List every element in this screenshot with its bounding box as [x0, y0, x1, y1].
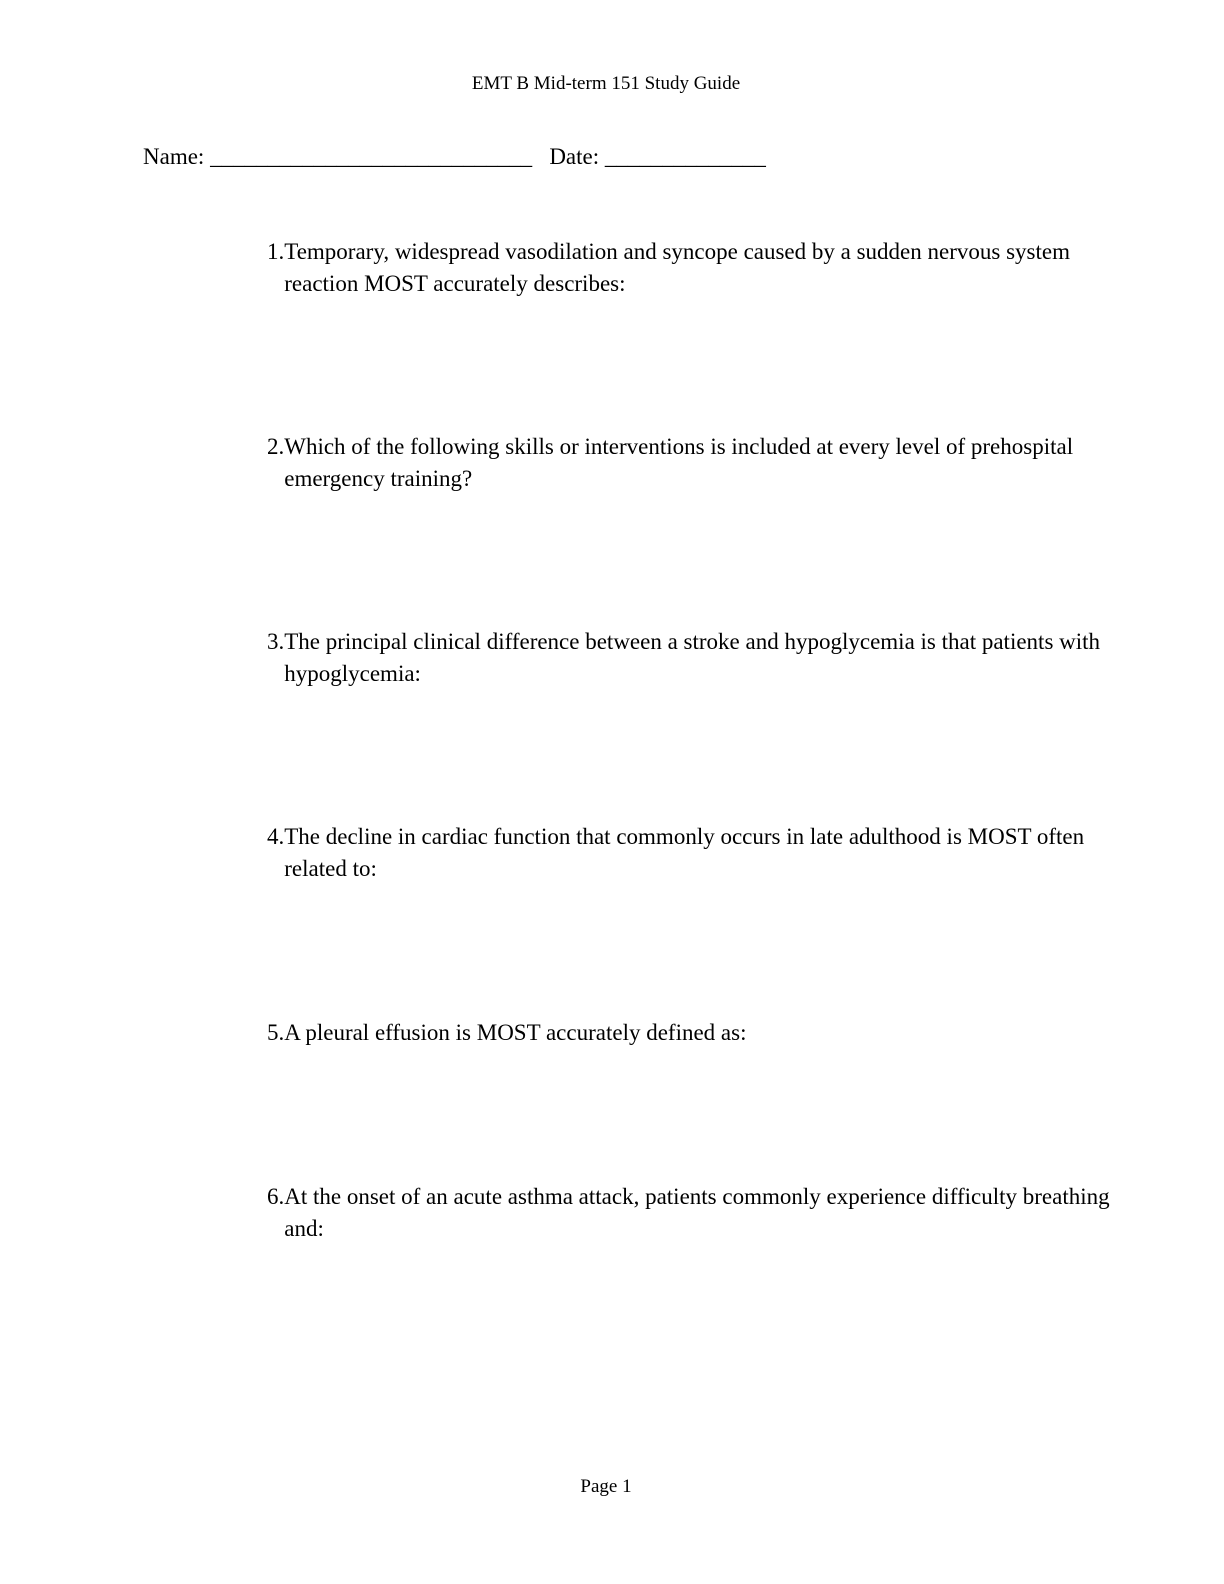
question-number: 4.: [267, 824, 285, 849]
question-2: [267, 431, 1147, 495]
question-3: [267, 626, 1147, 690]
name-label: Name:: [143, 144, 205, 169]
question-text: A pleural effusion is MOST accurately defined as:: [284, 1020, 747, 1045]
page-footer: Page 1: [580, 1476, 632, 1497]
question-number: 3.: [267, 629, 285, 654]
question-number: 2.: [267, 434, 285, 459]
question-text: Temporary, widespread vasodilation and syncope caused by a sudden nervous system reaction MOST accurately describes:: [284, 239, 1070, 296]
question-text: The decline in cardiac function that commonly occurs in late adulthood is MOST often related to:: [284, 824, 1085, 881]
date-blank: ______________: [604, 144, 766, 169]
question-number: 5.: [267, 1020, 285, 1045]
question-6: [267, 1181, 1147, 1245]
name-date-line: [143, 143, 766, 171]
question-text: Which of the following skills or interventions is included at every level of prehospital emergency training?: [284, 434, 1074, 491]
question-number: 1.: [267, 239, 285, 264]
question-5: [267, 1017, 1147, 1049]
document-title: EMT B Mid-term 151 Study Guide: [471, 73, 741, 94]
question-1: [267, 236, 1147, 300]
question-4: [267, 821, 1147, 885]
date-label: Date:: [549, 144, 600, 169]
name-blank: ____________________________: [210, 144, 533, 169]
question-text: The principal clinical difference between a stroke and hypoglycemia is that patients with hypoglycemia:: [284, 629, 1101, 686]
question-text: At the onset of an acute asthma attack, patients commonly experience difficulty breathing and:: [284, 1184, 1110, 1241]
question-number: 6.: [267, 1184, 285, 1209]
